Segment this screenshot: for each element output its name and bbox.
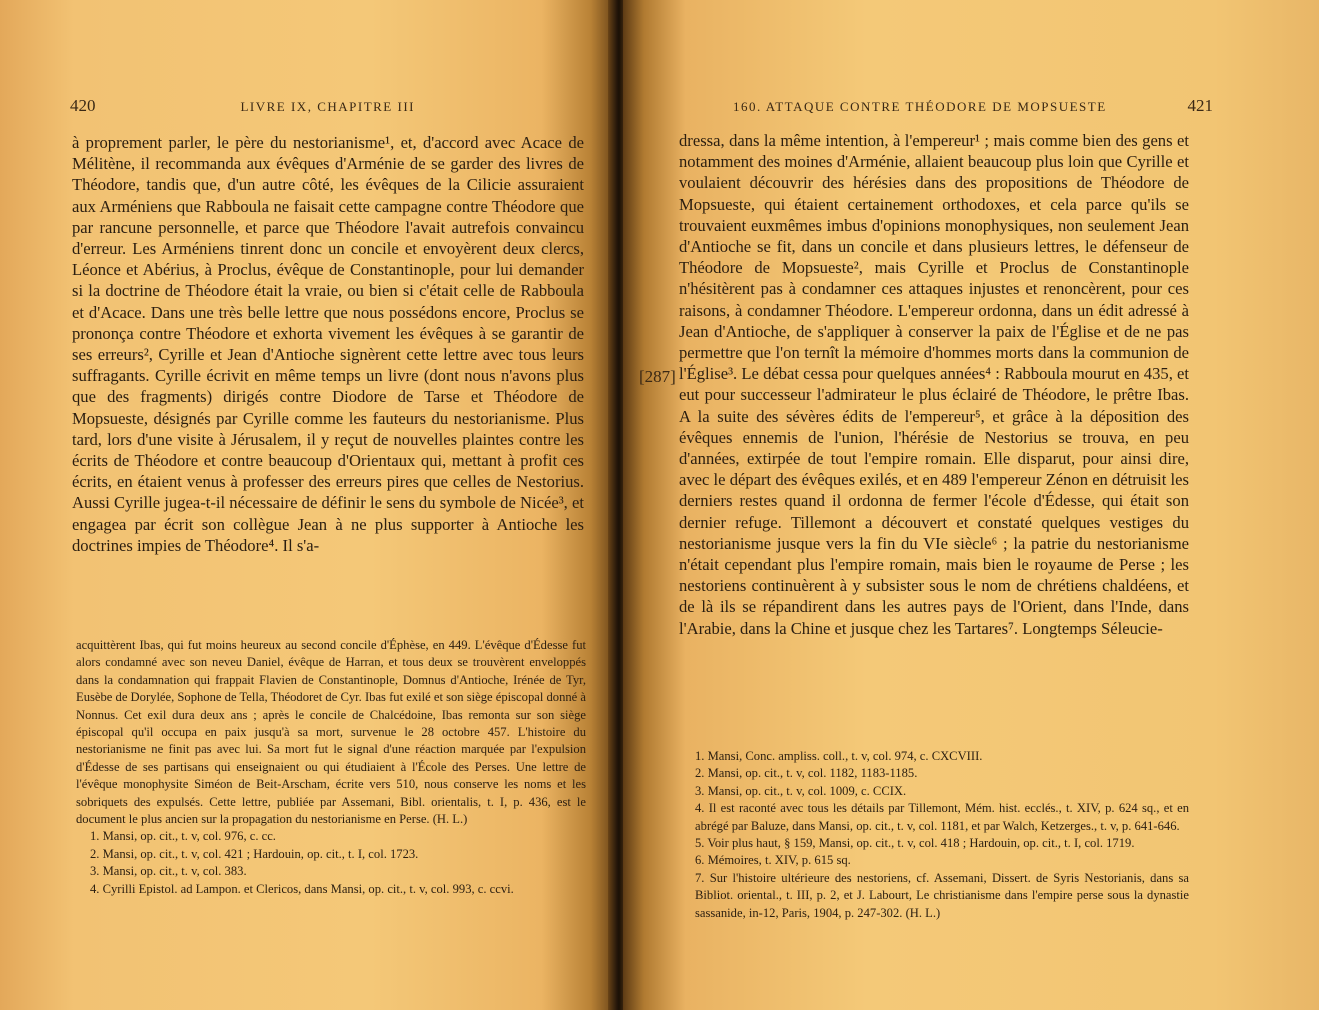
margin-reference: [287] [639,367,676,386]
right-footnote-5: 5. Voir plus haut, § 159, Mansi, op. cit., t. v, col. 418 ; Hardouin, op. cit., t. I, col. 1719. [695,836,1135,851]
left-footnote-2: 2. Mansi, op. cit., t. v, col. 421 ; Hardouin, op. cit., t. I, col. 1723. [90,846,419,861]
left-footnote-1: 1. Mansi, op. cit., t. v, col. 976, c. cc. [90,829,276,844]
right-footnote-2: 2. Mansi, op. cit., t. v, col. 1182, 1183-1185. [695,766,918,781]
right-footnote-7: 7. Sur l'histoire ultérieure des nestoriens, cf. Assemani, Dissert. de Syris Nestorianis, dans sa Bibliot. oriental., t. III, p. 2, et J. Labourt, Le christianisme dans l'empire perse sous la dynastie sassanide, in-12, Paris, 1904, p. 247-302. (H. L.) [695,870,1189,920]
left-footnote-3: 3. Mansi, op. cit., t. v, col. 383. [90,864,247,879]
left-page-number: 420 [70,96,96,115]
right-footnote-1: 1. Mansi, Conc. ampliss. coll., t. v, col. 974, c. CXCVIII. [695,749,983,763]
right-running-head [733,96,1213,120]
right-running-title: 160. ATTAQUE CONTRE THÉODORE DE MOPSUESTE [733,99,1107,114]
left-body-paragraph: à proprement parler, le père du nestorianisme¹, et, d'accord avec Acace de Mélitène, il recommanda aux évêques d'Arménie de se garder des livres de Théodore, tandis que, d'un autre côté, les évêques de la Cilicie assuraient aux Arméniens que Rabboula ne faisait cette campagne contre Théodore que par rancune personnelle, et parce que Théodore l'avait autrefois convaincu d'erreur. Les Arméniens tinrent donc un concile et envoyèrent deux clercs, Léonce et Abérius, à Proclus, évêque de Constantinople, pour lui demander si la doctrine de Théodore était la vraie, ou bien si c'était celle de Rabboula et d'Acace. Dans une très belle lettre que nous possédons encore, Proclus se prononça contre Théodore et exhorta vivement les évêques à se garantir de ses erreurs², Cyrille et Jean d'Antioche signèrent cette lettre avec tous leurs suffragants. Cyrille écrivit en même temps un livre (dont nous n'avons plus que des fragments) dirigés contre Diodore de Tarse et Théodore de Mopsueste, désignés par Cyrille comme les fauteurs du nestorianisme. Plus tard, lors d'une visite à Jérusalem, il y reçut de nouvelles plaintes contre les écrits de Théodore et contre beaucoup d'Orientaux qui, mettant à profit ces écrits, en étaient venus à professer des erreurs pires que celles de Nestorius. Aussi Cyrille jugea-t-il nécessaire de définir le sens du symbole de Nicée³, et engagea par écrit son collègue Jean à ne plus supporter à Antioche les doctrines impies de Théodore⁴. Il s'a- [72,133,584,555]
left-running-head [70,96,415,120]
left-note-continuation: acquittèrent Ibas, qui fut moins heureux au second concile d'Éphèse, en 449. L'évêque d'Édesse fut alors condamné avec son neveu Daniel, évêque de Harran, et tous deux se trouvèrent enveloppés dans la condamnation qui frappait Flavien de Constantinople, Domnus d'Antioche, Irénée de Tyr, Eusèbe de Dorylée, Sophone de Tella, Théodoret de Cyr. Ibas fut exilé et son siège épiscopal donné à Nonnus. Cet exil dura deux ans ; après le concile de Chalcédoine, Ibas remonta sur son siège épiscopal qu'il occupa en paix jusqu'à sa mort, survenue le 28 octobre 457. L'histoire du nestorianisme ne finit pas avec lui. Sa mort fut le signal d'une réaction marquée par l'expulsion d'Édesse de ses partisans qui enseignaient ou qui étudiaient à l'École des Perses. Une lettre de l'évêque monophysite Siméon de Beit-Arscham, écrite vers 510, nous conserve les noms et les sobriquets des expulsés. Cette lettre, publiée par Assemani, Bibl. orientalis, t. I, p. 436, est le document le plus ancien sur la propagation du nestorianisme en Perse. (H. L.) [76,638,586,827]
left-footnotes [76,637,586,898]
right-body-paragraph: dressa, dans la même intention, à l'empereur¹ ; mais comme bien des gens et notamment des moines d'Arménie, allaient beaucoup plus loin que Cyrille et voulaient découvrir des hérésies dans des propositions de Théodore de Mopsueste, qui étaient certainement orthodoxes, et cela parce qu'ils se trouvaient euxmêmes imbus d'opinions monophysiques, non seulement Jean d'Antioche se fit, dans un concile et dans plusieurs lettres, le défenseur de Théodore de Mopsueste², mais Cyrille et Proclus de Constantinople n'hésitèrent pas à condamner ces attaques injustes et renoncèrent, pour ces raisons, à condamner Théodore. L'empereur ordonna, dans un édit adressé à Jean d'Antioche, de s'appliquer à conserver la paix de l'Église et de ne pas permettre que l'on ternît la mémoire d'hommes morts dans la communion de l'Église³. Le débat cessa pour quelques années⁴ : Rabboula mourut en 435, et eut pour successeur l'admirateur le plus éclairé de Théodore, le prêtre Ibas. A la suite des sévères édits de l'empereur⁵, et grâce à la déposition des évêques ennemis de l'union, l'hérésie de Nestorius se trouva, en peu d'années, extirpée de tout l'empire romain. Elle disparut, pour ainsi dire, avec le départ des évêques exilés, et en 489 l'empereur Zénon en détruisit les derniers restes quand il ordonna de fermer l'école d'Édesse, qui était son dernier refuge. Tillemont a découvert et constaté quelques vestiges du nestorianisme jusque vers la fin du VIe siècle⁶ ; la patrie du nestorianisme n'était cependant plus l'empire romain, mais bien le royaume de Perse ; les nestoriens continuèrent à y subsister sous le nom de chrétiens chaldéens, et de là ils se répandirent dans les autres pays de l'Orient, dans l'Inde, dans l'Arabie, dans la Chine et jusque chez les Tartares⁷. Longtemps Séleucie- [679,131,1189,638]
left-body-text [72,132,584,556]
left-running-title: LIVRE IX, CHAPITRE III [240,99,415,114]
right-page [623,0,1319,1010]
right-body-text [679,130,1189,639]
left-footnote-4: 4. Cyrilli Epistol. ad Lampon. et Clericos, dans Mansi, op. cit., t. v, col. 993, c. ccvi. [90,881,514,896]
left-page [0,0,615,1010]
right-page-number: 421 [1187,96,1213,115]
right-footnote-6: 6. Mémoires, t. XIV, p. 615 sq. [695,853,851,868]
right-footnote-4: 4. Il est raconté avec tous les détails par Tillemont, Mém. hist. ecclés., t. XIV, p. 624 sq., et en abrégé par Baluze, dans Mansi, op. cit., t. v, col. 1181, et par Walch, Ketzerges., t. v, p. 641-646. [695,801,1189,833]
right-footnotes [681,748,1189,922]
right-footnote-3: 3. Mansi, op. cit., t. v, col. 1009, c. CCIX. [695,783,907,798]
